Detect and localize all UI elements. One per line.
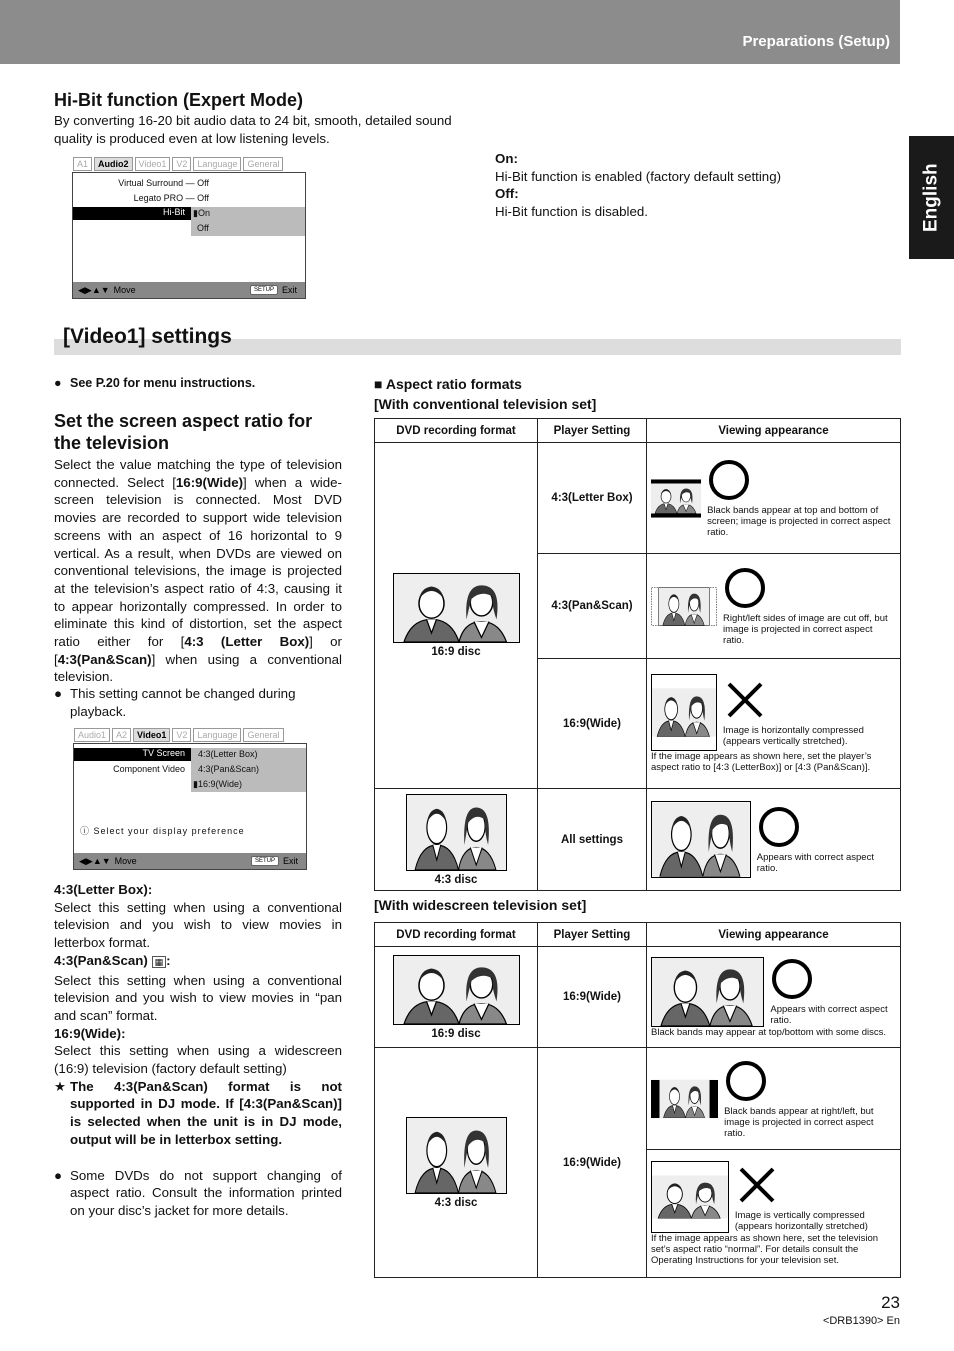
tv-stretched-image bbox=[651, 674, 717, 751]
osd-option-wide[interactable]: ▮16:9(Wide) bbox=[193, 779, 242, 789]
setting-descriptions: 4:3(Letter Box): Select this setting when using a conventional television and you wish to view movies in letterbox format. 4:3(Pan&Scan) ▦ : Select this setting when using a conventional television and you wish to view movies in “pan and scan” format. 16:9(Wide): Select this setting when using a widescreen (16:9) television (factory default setting) ★ The 4:3(Pan&Scan) format is not supported in DJ mode. If [4:3(Pan&Scan)] is selected when the unit is in DJ mode, output will be in letterbox setting. ● Some DVDs do not support changing of aspect ratio. Consult the information printed on your disc’s jacket for more details. bbox=[54, 882, 342, 1218]
disc-43-image bbox=[406, 1117, 507, 1194]
tv-compressed-image bbox=[651, 1161, 729, 1233]
hibit-osd-menu bbox=[72, 159, 306, 299]
appearance-panscan: Right/left sides of image are cut off, but image is projected in correct aspect ratio. bbox=[647, 554, 901, 659]
tv-wide-image bbox=[651, 957, 764, 1027]
appearance-all: Appears with correct aspect ratio. bbox=[647, 789, 901, 891]
arrow-keys-icon: ◀▶▲▼ bbox=[79, 855, 111, 866]
tab-audio1[interactable]: Audio1 bbox=[74, 728, 110, 742]
osd-row-legato: Legato PRO — Off bbox=[133, 193, 209, 203]
osd-option-on[interactable]: ▮On bbox=[193, 208, 210, 218]
tv-letterbox-image bbox=[651, 460, 701, 537]
tab-a1[interactable]: A1 bbox=[73, 157, 92, 171]
tab-video1[interactable]: Video1 bbox=[135, 157, 171, 171]
tab-language[interactable]: Language bbox=[193, 157, 241, 171]
conventional-tv-table bbox=[374, 418, 901, 891]
tab-a2[interactable]: A2 bbox=[112, 728, 131, 742]
appearance-wide: Image is horizontally compressed (appears vertically stretched). If the image appears as shown here, set the player’s aspect ratio to [4:3 (LetterBox)] or [4:3 (Pan&Scan)]. bbox=[647, 659, 901, 789]
disc-169-image bbox=[393, 955, 520, 1025]
circle-ok-icon bbox=[770, 957, 814, 1001]
hibit-options: On: Hi-Bit function is enabled (factory default setting) Off: Hi-Bit function is disabled. bbox=[495, 151, 782, 220]
disc-169-cell: 16:9 disc bbox=[375, 947, 538, 1048]
hibit-title: Hi-Bit function (Expert Mode) bbox=[54, 90, 303, 110]
osd-option-off[interactable]: Off bbox=[197, 223, 209, 233]
cross-ng-icon bbox=[735, 1163, 779, 1207]
osd-bottom-bar: ◀▶▲▼ Move SETUP Exit bbox=[73, 282, 305, 298]
tab-video1[interactable]: Video1 bbox=[133, 728, 170, 742]
tab-language[interactable]: Language bbox=[193, 728, 241, 742]
doc-code: <DRB1390> En bbox=[822, 1315, 900, 1327]
section-title: Preparations (Setup) bbox=[742, 33, 890, 50]
circle-ok-icon bbox=[723, 566, 767, 610]
aspect-body: Select the value matching the type of television connected. Select [16:9(Wide)] when a wide-screen television is connected. Most DVD movies are recorded to support wide television screens with an aspect of 16 horizontal to 9 vertical. As a result, when DVDs are viewed on conventional televisions, the image is projected at the television’s aspect ratio of 4:3, causing it to appear horizontally compressed. In order to eliminate this kind of distortion, set the aspect ratio either for [4:3 (Letter Box)] or [4:3(Pan&Scan)] when using a conventional television. bbox=[54, 457, 342, 685]
page-header-bar bbox=[0, 0, 900, 64]
col-recording-format: DVD recording format bbox=[375, 419, 538, 443]
video1-title: [Video1] settings bbox=[63, 325, 232, 348]
setting-wide: 16:9(Wide) bbox=[538, 947, 647, 1048]
osd-hint: ⓘ Select your display preference bbox=[80, 826, 245, 836]
col-player-setting: Player Setting bbox=[538, 419, 647, 443]
aspect-subtitle: Set the screen aspect ratio for the television bbox=[54, 411, 313, 453]
info-icon: ⓘ bbox=[80, 826, 91, 836]
bullet-note-1: ● This setting cannot be changed during playback. bbox=[54, 686, 296, 719]
osd-row-virtual-surround: Virtual Surround — Off bbox=[118, 178, 209, 188]
appearance-pillarbox: Black bands appear at right/left, but image is projected in correct aspect ratio. bbox=[647, 1048, 901, 1150]
circle-ok-icon bbox=[724, 1059, 768, 1103]
see-menu-note: ● See P.20 for menu instructions. bbox=[54, 376, 256, 390]
disc-43-image bbox=[406, 794, 507, 871]
osd-row-hibit[interactable]: Hi-Bit bbox=[73, 207, 191, 220]
col-viewing-appearance: Viewing appearance bbox=[647, 923, 901, 947]
aspect-heading: ■ Aspect ratio formats bbox=[374, 376, 522, 392]
disc-169-cell: 16:9 disc bbox=[375, 443, 538, 789]
appearance-letterbox: Black bands appear at top and bottom of screen; image is projected in correct aspect ratio. bbox=[647, 443, 901, 554]
tab-audio2[interactable]: Audio2 bbox=[94, 157, 133, 171]
appearance-compressed: Image is vertically compressed (appears horizontally stretched) If the image appears as shown here, set the television set’s aspect ratio “normal”. For details consult the Operating Instructions for your television set. bbox=[647, 1150, 901, 1278]
osd-tabs bbox=[73, 157, 283, 171]
osd-row-tv-screen[interactable]: TV Screen bbox=[74, 748, 191, 761]
arrow-keys-icon: ◀▶▲▼ bbox=[78, 284, 110, 295]
tv-pillarbox-image bbox=[651, 1063, 718, 1135]
page-number: 23 bbox=[881, 1293, 900, 1312]
widescreen-tv-table bbox=[374, 922, 901, 1278]
tab-v2[interactable]: V2 bbox=[172, 157, 191, 171]
conv-heading: [With conventional television set] bbox=[374, 396, 597, 412]
tab-general[interactable]: General bbox=[243, 157, 283, 171]
appearance-wide-correct: Appears with correct aspect ratio. Black bands may appear at top/bottom with some discs. bbox=[647, 947, 901, 1048]
setup-button-icon: SETUP bbox=[251, 856, 279, 866]
setting-wide: 16:9(Wide) bbox=[538, 659, 647, 789]
tv-panscan-image bbox=[651, 568, 717, 645]
setup-button-icon: SETUP bbox=[250, 285, 278, 295]
setting-all: All settings bbox=[538, 789, 647, 891]
wide-heading: [With widescreen television set] bbox=[374, 897, 587, 913]
osd-bottom-bar: ◀▶▲▼ Move SETUP Exit bbox=[74, 853, 306, 869]
tab-general[interactable]: General bbox=[243, 728, 283, 742]
setting-letterbox: 4:3(Letter Box) bbox=[538, 443, 647, 554]
vcr-icon: ▦ bbox=[152, 956, 167, 968]
disc-169-image bbox=[393, 573, 520, 643]
osd-tabs bbox=[74, 728, 284, 742]
star-icon: ★ bbox=[54, 1078, 66, 1094]
osd-row-component-video[interactable]: Component Video bbox=[113, 764, 185, 774]
language-tab: English bbox=[909, 136, 954, 259]
setting-panscan: 4:3(Pan&Scan) bbox=[538, 554, 647, 659]
hibit-intro: By converting 16-20 bit audio data to 24 bit, smooth, detailed sound quality is produced even at low listening levels. bbox=[54, 113, 452, 146]
disc-43-cell: 4:3 disc bbox=[375, 1048, 538, 1278]
disc-43-cell: 4:3 disc bbox=[375, 789, 538, 891]
tab-v2[interactable]: V2 bbox=[172, 728, 191, 742]
cross-ng-icon bbox=[723, 678, 767, 722]
tv-correct-image bbox=[651, 801, 751, 878]
setting-wide: 16:9(Wide) bbox=[538, 1048, 647, 1278]
circle-ok-icon bbox=[707, 458, 751, 502]
osd-option-letterbox[interactable]: 4:3(Letter Box) bbox=[198, 749, 258, 759]
col-player-setting: Player Setting bbox=[538, 923, 647, 947]
video1-section-bar bbox=[54, 325, 901, 355]
circle-ok-icon bbox=[757, 805, 801, 849]
col-viewing-appearance: Viewing appearance bbox=[647, 419, 901, 443]
video1-osd-menu bbox=[73, 730, 307, 870]
osd-option-panscan[interactable]: 4:3(Pan&Scan) bbox=[198, 764, 260, 774]
col-recording-format: DVD recording format bbox=[375, 923, 538, 947]
